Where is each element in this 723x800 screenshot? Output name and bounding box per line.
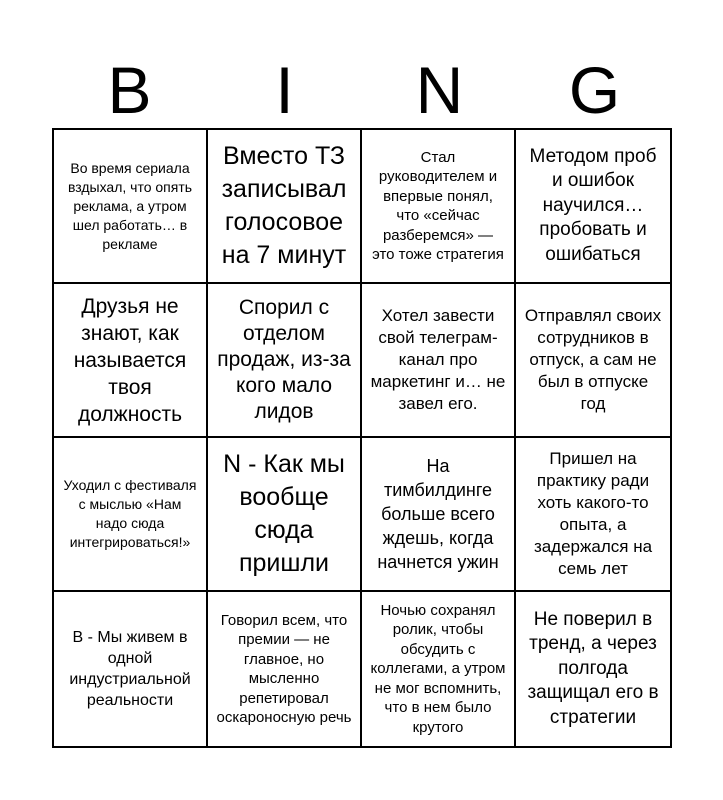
header-letter-n: N: [415, 53, 464, 127]
cell-text: Отправлял своих сотрудников в отпуск, а сам не был в отпуске год: [524, 306, 662, 413]
bingo-cell-r4c1[interactable]: [54, 592, 208, 746]
header-letter-i: I: [275, 53, 294, 127]
cell-text: Пришел на практику ради хоть какого-то опыта, а задержался на семь лет: [533, 449, 653, 578]
cell-text: Уходил с фестиваля с мыслью «Нам надо сюда интегрироваться!»: [63, 477, 197, 550]
bingo-cell-r4c2[interactable]: [208, 592, 362, 746]
cell-text: Спорил с отделом продаж, из-за кого мало лидов: [217, 296, 351, 423]
cell-text: Вместо ТЗ записывал голосовое на 7 минут: [221, 142, 347, 269]
bingo-cell-r1c3[interactable]: [362, 130, 516, 284]
cell-text: Стал руководителем и впервые понял, что «сейчас разберемся» — это тоже стратегия: [372, 148, 504, 263]
bingo-cell-r1c1[interactable]: [54, 130, 208, 284]
cell-text: N - Как мы вообще сюда пришли: [223, 450, 345, 577]
bingo-grid: [52, 128, 672, 748]
cell-text: Друзья не знают, как называется твоя должность: [73, 294, 187, 426]
cell-text: Хотел завести свой телеграм-канал про маркетинг и… не завел его.: [370, 306, 506, 413]
bingo-cell-r3c1[interactable]: [54, 438, 208, 592]
bingo-cell-r2c4[interactable]: [516, 284, 670, 438]
cell-text: Не поверил в тренд, а через полгода защищал его в стратегии: [527, 608, 659, 728]
bingo-cell-r2c2[interactable]: [208, 284, 362, 438]
bingo-cell-r4c3[interactable]: [362, 592, 516, 746]
cell-text: Во время сериала вздыхал, что опять реклама, а утром шел работать… в рекламе: [67, 159, 193, 252]
cell-text: Ночью сохранял ролик, чтобы обсудить с коллегами, а утром не мог вспомнить, что в нем было крутого: [370, 601, 506, 736]
bingo-cell-r2c1[interactable]: [54, 284, 208, 438]
bingo-cell-r3c2[interactable]: [208, 438, 362, 592]
cell-text: На тимбилдинге больше всего ждешь, когда начнется ужин: [377, 456, 499, 572]
bingo-header: [52, 52, 672, 128]
bingo-cell-r1c2[interactable]: [208, 130, 362, 284]
bingo-cell-r2c3[interactable]: [362, 284, 516, 438]
cell-text: B - Мы живем в одной индустриальной реальности: [69, 629, 191, 709]
bingo-cell-r3c3[interactable]: [362, 438, 516, 592]
cell-text: Методом проб и ошибок научился… пробовать и ошибаться: [529, 145, 657, 265]
bingo-cell-r3c4[interactable]: [516, 438, 670, 592]
header-letter-b: B: [107, 53, 152, 127]
header-letter-g: G: [568, 53, 621, 127]
bingo-cell-r4c4[interactable]: [516, 592, 670, 746]
bingo-cell-r1c4[interactable]: [516, 130, 670, 284]
cell-text: Говорил всем, что премии — не главное, но мысленно репетировал оскароносную речь: [216, 611, 352, 726]
